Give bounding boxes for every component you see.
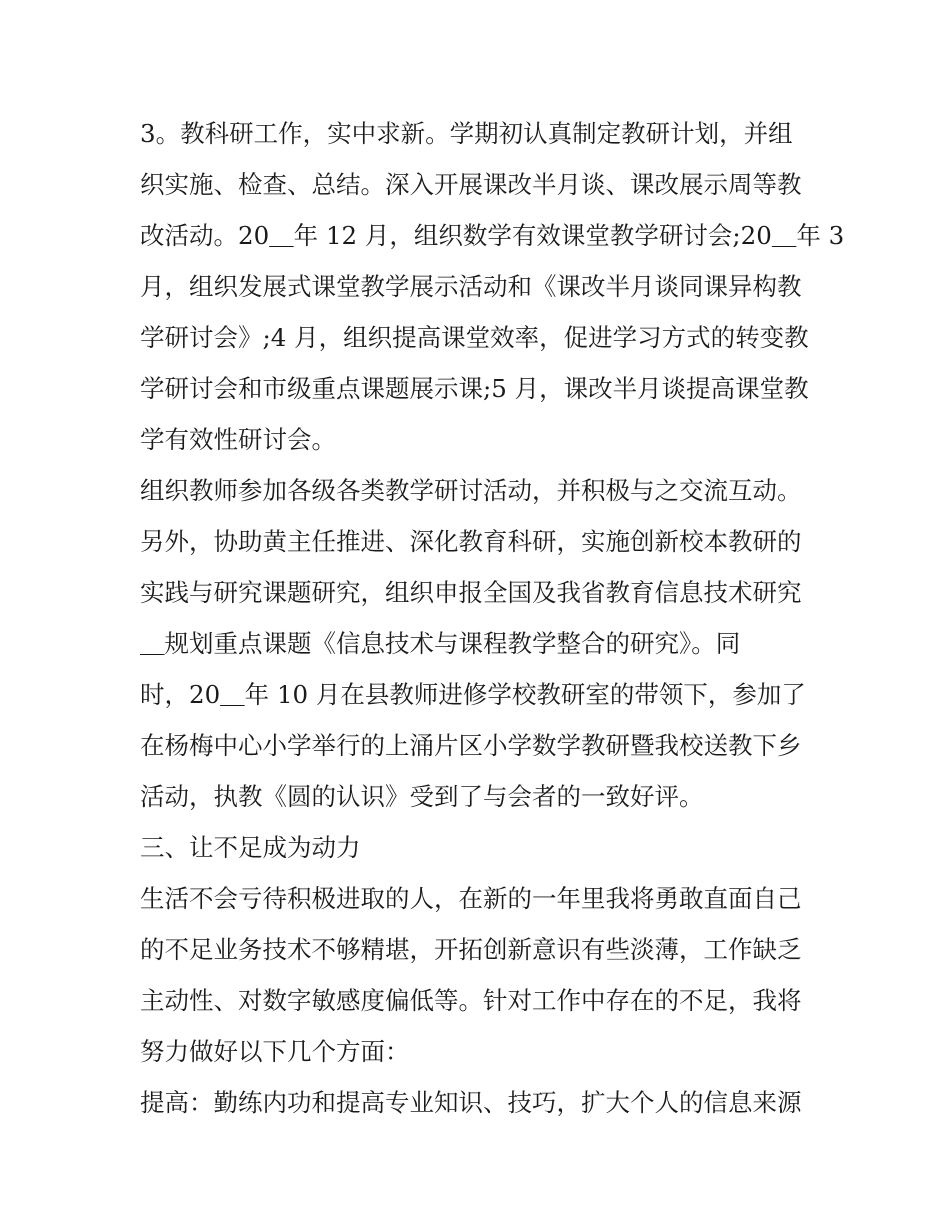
text-line: 学研讨会》;4 月，组织提高课堂效率，促进学习方式的转变教 xyxy=(140,323,809,352)
text-line: 提高：勤练内功和提高专业知识、技巧，扩大个人的信息来源 xyxy=(140,1088,802,1117)
text-line: 生活不会亏待积极进取的人，在新的一年里我将勇敢直面自己 xyxy=(140,884,802,913)
text-line: 改活动。20＿年 12 月，组织数学有效课堂教学研讨会;20＿年 3 xyxy=(140,221,845,250)
document-body xyxy=(140,108,845,1128)
text-line: 主动性、对数字敏感度偏低等。针对工作中存在的不足，我将 xyxy=(140,986,802,1015)
text-line: 织实施、检查、总结。深入开展课改半月谈、课改展示周等教 xyxy=(140,170,802,199)
text-line: 另外，协助黄主任推进、深化教育科研，实施创新校本教研的 xyxy=(140,527,802,556)
text-line: 努力做好以下几个方面： xyxy=(140,1037,410,1066)
section-heading: 三、让不足成为动力 xyxy=(140,833,361,862)
text-line: ＿规划重点课题《信息技术与课程教学整合的研究》。同 xyxy=(140,629,741,658)
text-line: 活动，执教《圆的认识》受到了与会者的一致好评。 xyxy=(140,782,704,811)
text-line: 组织教师参加各级各类教学研讨活动，并积极与之交流互动。 xyxy=(140,476,802,505)
text-line: 在杨梅中心小学举行的上涌片区小学数学教研暨我校送教下乡 xyxy=(140,731,802,760)
text-line: 3。教科研工作，实中求新。学期初认真制定教研计划，并组 xyxy=(140,119,793,148)
text-line: 月，组织发展式课堂教学展示活动和《课改半月谈同课异构教 xyxy=(140,272,802,301)
text-line: 时，20＿年 10 月在县教师进修学校教研室的带领下，参加了 xyxy=(140,680,806,709)
text-line: 学研讨会和市级重点课题展示课;5 月，课改半月谈提高课堂教 xyxy=(140,374,809,403)
text-line: 学有效性研讨会。 xyxy=(140,425,336,454)
text-line: 的不足业务技术不够精堪，开拓创新意识有些淡薄，工作缺乏 xyxy=(140,935,802,964)
text-line: 实践与研究课题研究，组织申报全国及我省教育信息技术研究 xyxy=(140,578,802,607)
